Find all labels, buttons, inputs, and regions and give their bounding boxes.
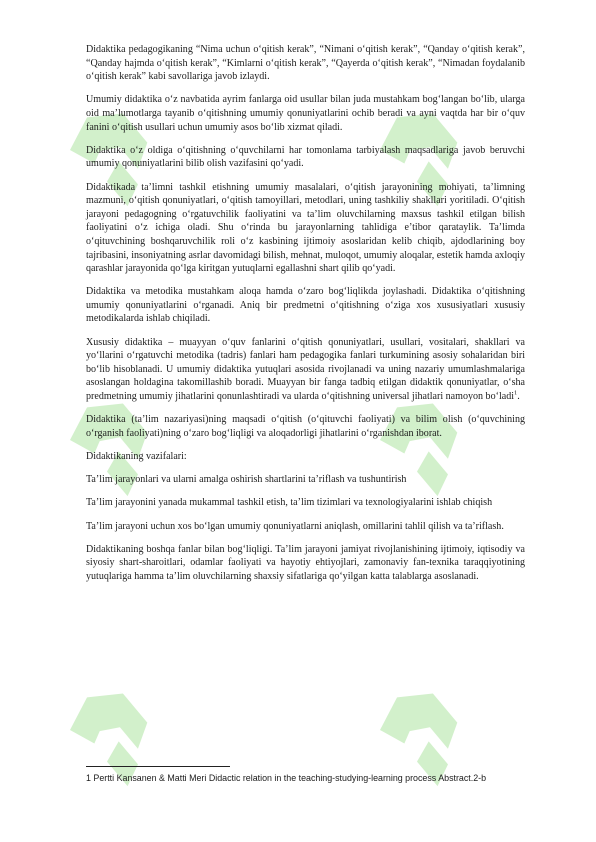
paragraph: Didaktika va metodika mustahkam aloqa hamda o‘zaro bog‘liqlikda joylashadi. Didaktika o‘qitishning umumiy qonuniyatlarini o‘rganadi. Aniq bir predmetni o‘qitishning o‘ziga xos xususiyatlari xususiy metodikalarda ishlab chiqiladi. <box>86 286 525 325</box>
paragraph-text: Xususiy didaktika – muayyan o‘quv fanlarini o‘qitish qonuniyatlari, usullari, vositalari, shakllari va yo‘llarini o‘rgatuvchi metodika (tadris) fanlari ham pedagogika fanlari turkumining asosiy sohalaridan biri bo‘lib hisoblanadi. U umumiy didaktika yutuqlari asosida rivojlanadi va uning nazariy umumlashmalariga asoslangan holdagina takomillashib boradi. Muayyan bir fanga tadbiq etilgan didaktik qonuniyatlar, o‘sha predmetning umumiy jihatlarini qonunlashtiradi va ularda o‘qitishning universal jihatlari namoyon bo‘ladi <box>86 336 525 403</box>
footnote-reference[interactable]: 1 <box>514 389 518 397</box>
footnote-separator <box>86 766 230 767</box>
paragraph: Didaktikaning boshqa fanlar bilan bog‘liqligi. Ta’lim jarayoni jamiyat rivojlanishining ijtimoiy, iqtisodiy va siyosiy shart-sharoitlari, odamlar faoliyati va hayotiy ehtiyojlari, zamonaviy fan-texnika taraqqiyotining yutuqlariga hamma ta’lim oluvchilarning shaxsiy sifatlariga qo‘yilgan katta talablarga asoslanadi. <box>86 543 525 582</box>
list-item: Ta’lim jarayonlari va ularni amalga oshirish shartlarini ta’riflash va tushuntirish <box>86 474 407 486</box>
list-item: Ta’lim jarayonini yanada mukammal tashkil etish, ta’lim tizimlari va texnologiyalarini ishlab chiqish <box>86 497 493 509</box>
section-heading: Didaktikaning vazifalari: <box>86 451 187 462</box>
paragraph: Didaktika (ta’lim nazariyasi)ning maqsadi o‘qitish (o‘qituvchi faoliyati) va bilim olish (o‘quvchining o‘rganish faoliyati)ning o‘zaro bog‘liqligi va aloqadorligi jihatlarini o‘rganishdan iborat. <box>86 414 525 439</box>
paragraph: Xususiy didaktika – muayyan o‘quv fanlarini o‘qitish qonuniyatlari, usullari, vositalari, shakllari va yo‘llarini o‘rgatuvchi metodika (tadris) fanlari ham pedagogika fanlari turkumining asosiy sohalaridan biri bo‘lib hisoblanadi. U umumiy didaktika yutuqlari asosida rivojlanadi va uning nazariy umumlashmalariga asoslangan holdagina takomillashib boradi. Muayyan bir fanga tadbiq etilgan didaktik qonuniyatlar, o‘sha predmetning umumiy jihatlarini qonunlashtiradi va ularda o‘qitishning universal jihatlari namoyon bo‘ladi$^1$. <box>86 336 525 403</box>
paragraph: Umumiy didaktika o‘z navbatida ayrim fanlarga oid usullar bilan juda mustahkam bog‘langan bo‘lib, ularga oid ma’lumotlarga tayanib o‘qitishning umumiy qonuniyatlarini ochib beradi va ayni vaqtda har bir o‘quv fanini o‘qitish usullari uchun umumiy asos bo‘lib xizmat qiladi. <box>86 94 525 133</box>
paragraph: Didaktikada ta’limni tashkil etishning umumiy masalalari, o‘qitish jarayonining mohiyati, ta’limning mazmuni, o‘qitish qonuniyatlari, o‘qitish tamoyillari, metodlari, uning tashkiliy shakllari yoritiladi. O‘qitish jarayoni pedagogning o‘rgatuvchilik faoliyatini va ta’lim oluvchilarning maxsus tashkil etilgan bilish faoliyatini o‘z ichiga oladi. Shu o‘rinda bu jarayonlarning tahlidiga e’tibor qarataylik. Ta’limda o‘qituvchining boshqaruvchilik roli o‘z kasbining ijtimoiy asoslaridan kelib chiqib, ajdodlarining boy tajribasini, insoniyatning asrlar davomidagi bilish, mehnat, muloqot, umumiy aloqalar, estetik hamda axloqiy qarashlar jarayonida qo‘lga kiritgan yutuqlarni egallashni shart qilib qo‘yadi. <box>86 181 525 275</box>
paragraph: Didaktika o‘z oldiga o‘qitishning o‘quvchilarni har tomonlama tarbiyalash maqsadlariga javob beruvchi umumiy qonuniyatlarini bilib olish vazifasini qo‘yadi. <box>86 144 525 170</box>
footnote: 1 Pertti Kansanen & Matti Meri Didactic relation in the teaching-studying-learning process Abstract.2-b <box>86 773 487 783</box>
document-body <box>86 43 525 593</box>
paragraph: Didaktika pedagogikaning “Nima uchun o‘qitish kerak”, “Nimani o‘qitish kerak”, “Qanday o‘qitish kerak”, “Qanday hajmda o‘qitish kerak”, “Kimlarni o‘qitish kerak”, “Qayerda o‘qitish kerak”, “Nimadan foydalanib o‘qitish kerak” kabi savollariga javob izlaydi. <box>86 44 525 83</box>
list-item: Ta’lim jarayoni uchun xos bo‘lgan umumiy qonuniyatlarni aniqlash, omillarini tahlil qilish va ta’riflash. <box>86 520 504 532</box>
